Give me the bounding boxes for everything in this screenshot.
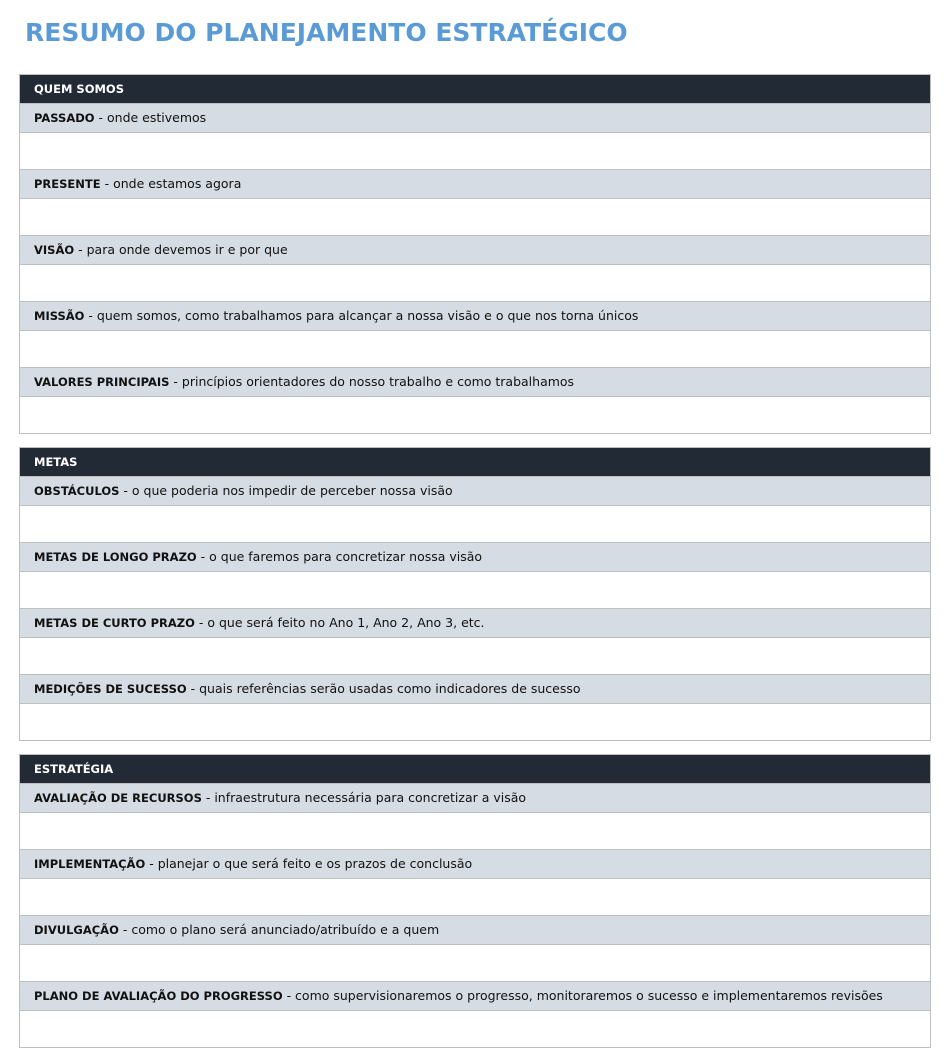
item-input-cell[interactable] [20,572,930,609]
item-passado [20,104,930,170]
item-description: - quais referências serão usadas como indicadores de sucesso [186,681,581,696]
item-label: DIVULGAÇÃO [34,923,119,937]
item-label: METAS DE CURTO PRAZO [34,616,195,630]
item-label: PLANO DE AVALIAÇÃO DO PROGRESSO [34,989,283,1003]
item-description: - o que será feito no Ano 1, Ano 2, Ano 3, etc. [194,615,485,630]
item-label-row [20,850,930,879]
item-description: - planejar o que será feito e os prazos de conclusão [145,856,473,871]
section-quem-somos [19,74,931,434]
item-label: PASSADO [34,111,95,125]
section-header: METAS [20,448,930,477]
item-label-row [20,170,930,199]
item-label-row [20,675,930,704]
item-label-row [20,477,930,506]
item-obstaculos [20,477,930,543]
item-input-cell[interactable] [20,704,930,740]
item-label-row [20,982,930,1011]
item-input-cell[interactable] [20,331,930,368]
item-implementacao [20,850,930,916]
item-label: OBSTÁCULOS [34,484,120,498]
item-label: METAS DE LONGO PRAZO [34,550,197,564]
item-input-cell[interactable] [20,879,930,916]
item-label: AVALIAÇÃO DE RECURSOS [34,791,202,805]
section-metas [19,447,931,741]
item-label-row [20,543,930,572]
item-input-cell[interactable] [20,133,930,170]
item-label-row [20,104,930,133]
item-label-row [20,916,930,945]
section-header: QUEM SOMOS [20,75,930,104]
item-description: - onde estamos agora [100,176,242,191]
item-label: MISSÃO [34,309,85,323]
item-description: - princípios orientadores do nosso trabalho e como trabalhamos [169,374,575,389]
item-input-cell[interactable] [20,265,930,302]
item-label-row [20,236,930,265]
item-visao [20,236,930,302]
item-label-row [20,368,930,397]
item-label-row [20,609,930,638]
item-description: - como o plano será anunciado/atribuído e a quem [118,922,440,937]
item-valores-principais [20,368,930,433]
item-input-cell[interactable] [20,813,930,850]
item-plano-avaliacao-progresso [20,982,930,1047]
item-label: IMPLEMENTAÇÃO [34,857,146,871]
item-description: - quem somos, como trabalhamos para alcançar a nossa visão e o que nos torna únicos [84,308,639,323]
item-label-row [20,302,930,331]
item-description: - o que poderia nos impedir de perceber nossa visão [119,483,453,498]
item-missao [20,302,930,368]
section-header: ESTRATÉGIA [20,755,930,784]
item-input-cell[interactable] [20,638,930,675]
page-title: RESUMO DO PLANEJAMENTO ESTRATÉGICO [25,18,628,47]
item-description: - onde estivemos [94,110,207,125]
item-medicoes-sucesso [20,675,930,740]
item-label: MEDIÇÕES DE SUCESSO [34,682,187,696]
item-description: - infraestrutura necessária para concretizar a visão [201,790,527,805]
item-label: PRESENTE [34,177,101,191]
item-input-cell[interactable] [20,945,930,982]
item-label-row [20,784,930,813]
item-divulgacao [20,916,930,982]
item-metas-longo-prazo [20,543,930,609]
item-description: - para onde devemos ir e por que [74,242,288,257]
section-estrategia [19,754,931,1048]
item-input-cell[interactable] [20,506,930,543]
item-description: - o que faremos para concretizar nossa visão [196,549,483,564]
item-label: VALORES PRINCIPAIS [34,375,170,389]
item-metas-curto-prazo [20,609,930,675]
item-input-cell[interactable] [20,1011,930,1047]
item-avaliacao-recursos [20,784,930,850]
item-description: - como supervisionaremos o progresso, monitoraremos o sucesso e implementaremos revisões [282,988,883,1003]
item-input-cell[interactable] [20,199,930,236]
item-label: VISÃO [34,243,75,257]
item-presente [20,170,930,236]
item-input-cell[interactable] [20,397,930,433]
